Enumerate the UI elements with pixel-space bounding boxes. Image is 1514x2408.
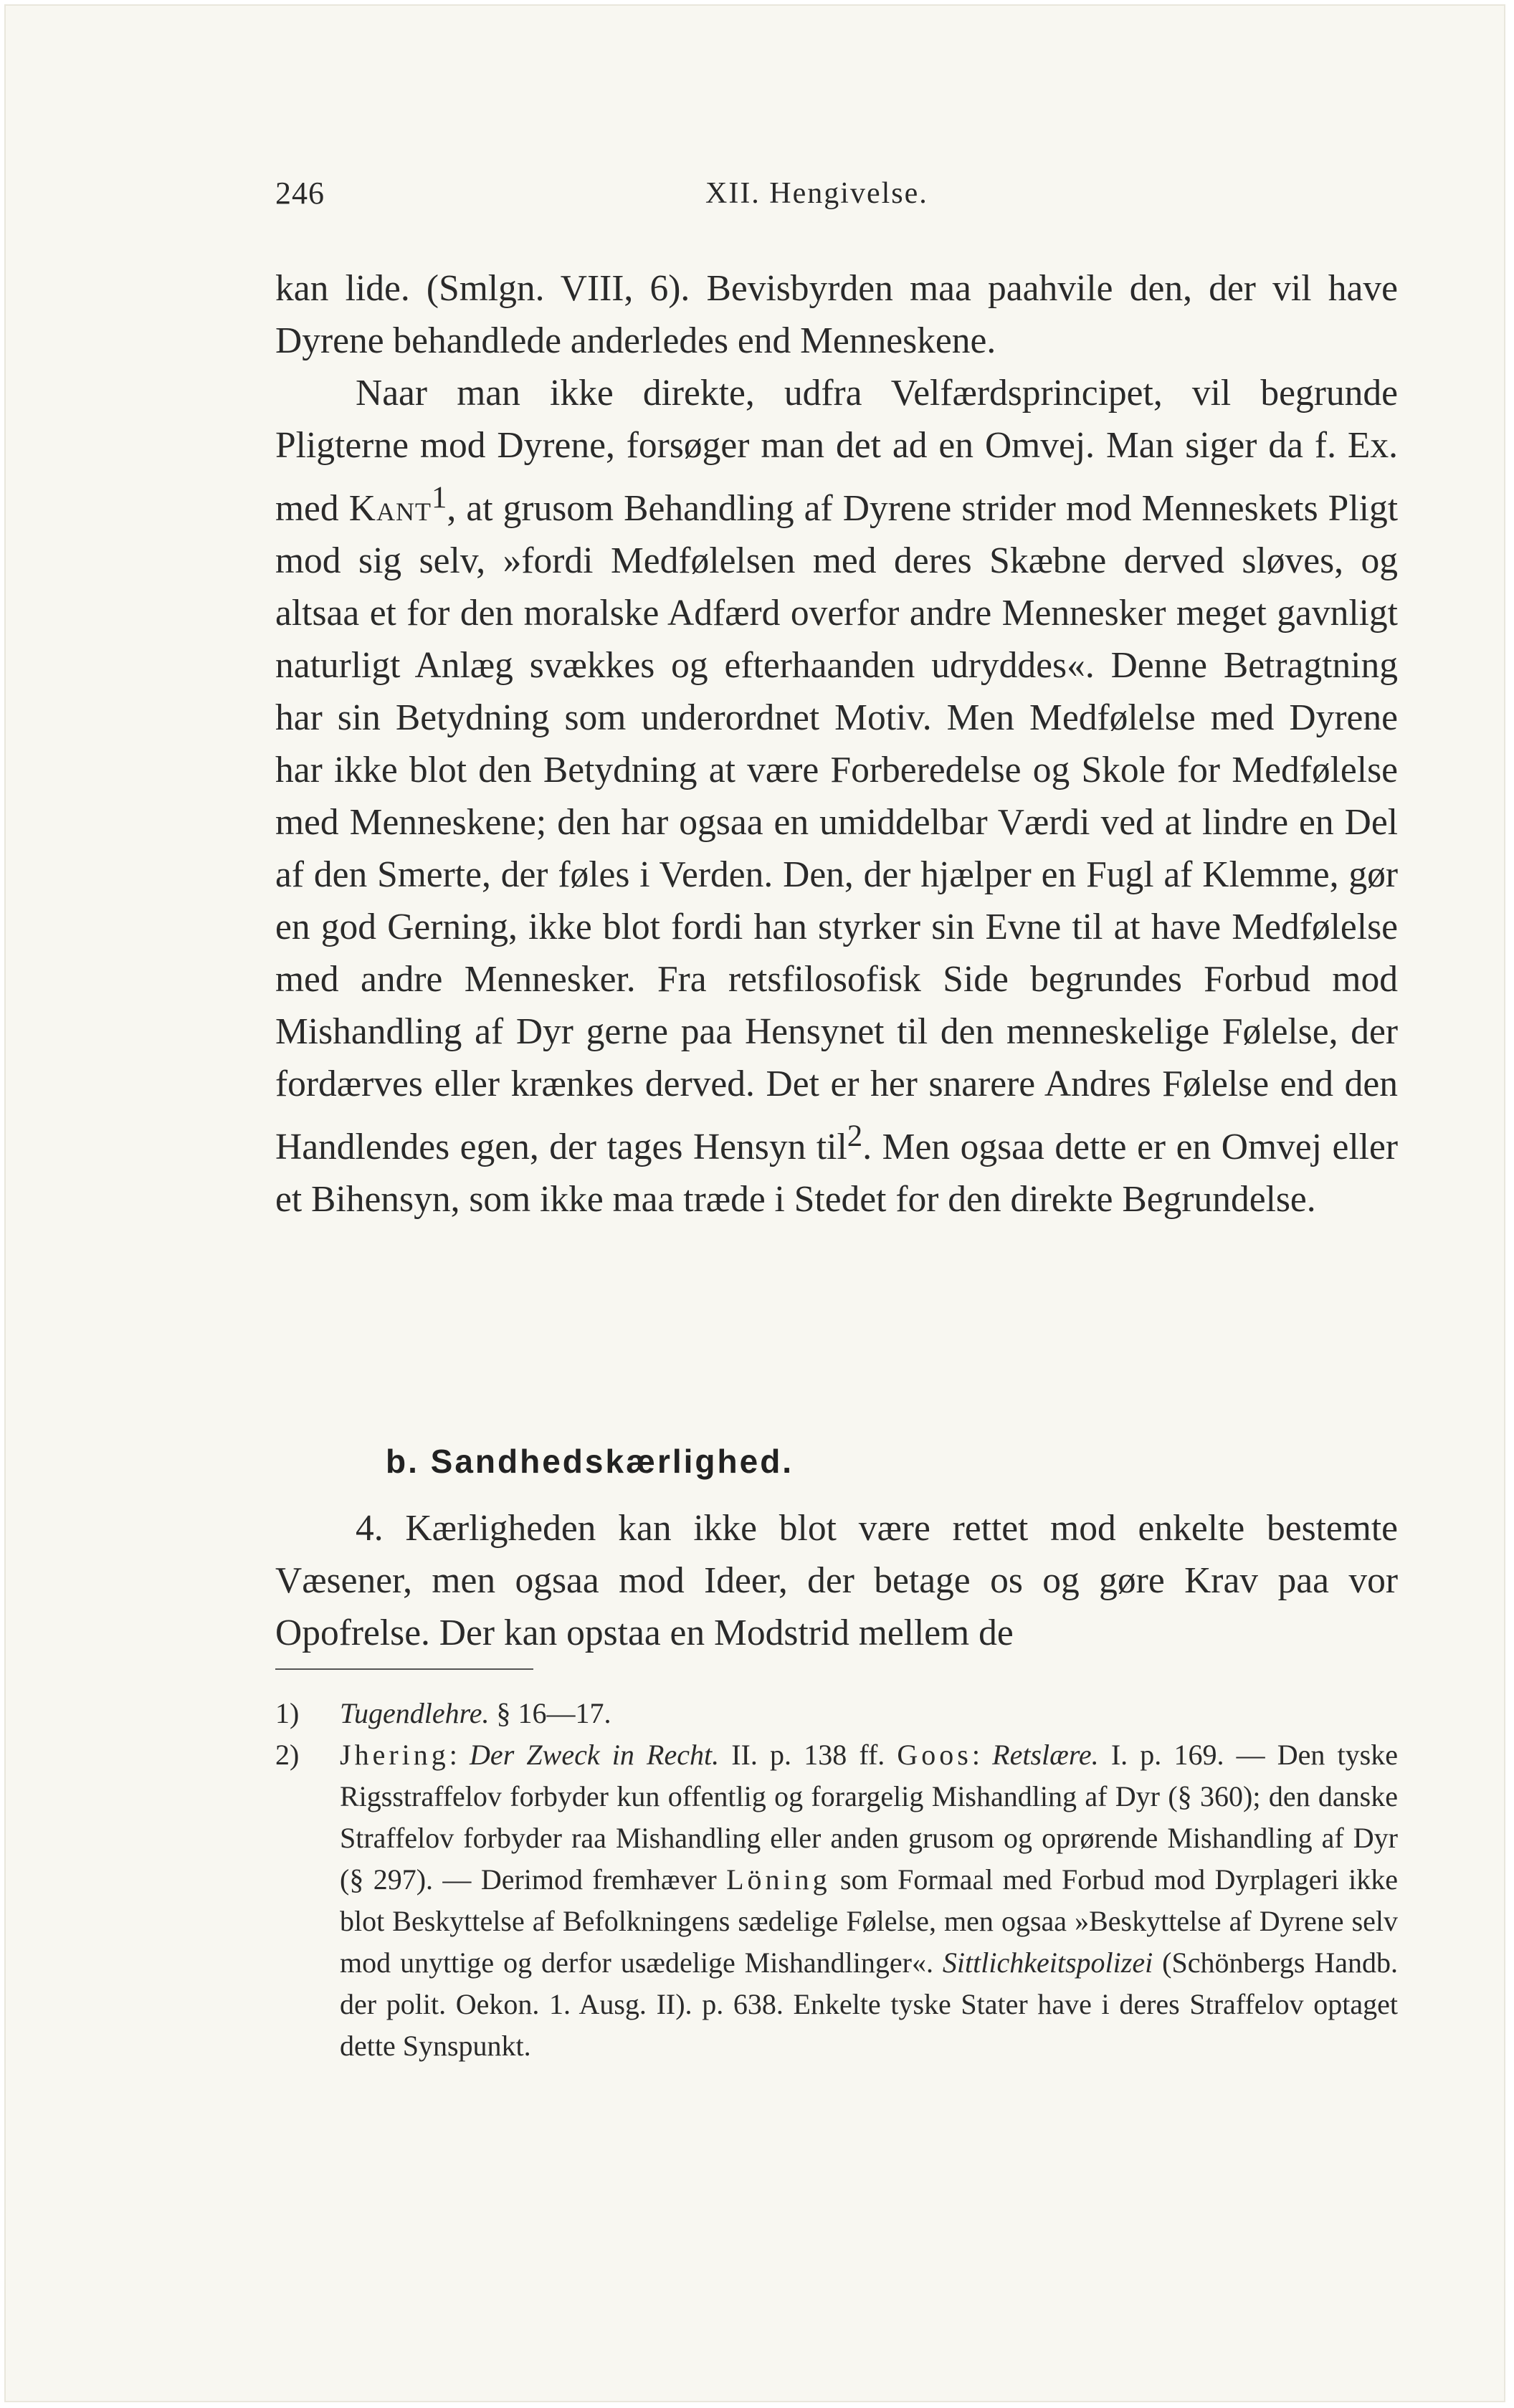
book-page bbox=[4, 4, 1505, 2402]
footnote-2-sep-2: : bbox=[971, 1739, 993, 1771]
paragraph-1: kan lide. (Smlgn. VIII, 6). Bevisbyrden maa paahvile den, der vil have Dyrene behandlede anderledes end Menneskene. bbox=[275, 268, 1398, 361]
footnote-2-title-3: Sittlichkeitspolizei bbox=[942, 1946, 1153, 1979]
footnote-2 bbox=[275, 1734, 1398, 2067]
footnote-2-title-1: Der Zweck in Recht. bbox=[470, 1739, 720, 1771]
footnote-2-text-1: II. p. 138 ff. bbox=[719, 1739, 898, 1771]
footnote-2-text-2: I. p. 169. — Den tyske Rigsstraffelov forbyder kun offentlig og forargelig Mishandling af Dyr (§ 360); den danske Straffelov forbyder raa Mishandling eller anden grusom og oprørende Mishandling af Dyr (§ 297). — Derimod fremhæver bbox=[340, 1739, 1398, 1896]
footnote-2-title-2: Retslære. bbox=[992, 1739, 1099, 1771]
paragraph-3: 4. Kærligheden kan ikke blot være rettet mod enkelte bestemte Væsener, men ogsaa mod Ideer, der betage os og gøre Krav paa vor Opofrelse. Der kan opstaa en Modstrid mellem de bbox=[275, 1508, 1398, 1653]
paragraph-2-text-c: . Men ogsaa dette er en Omvej eller et Bihensyn, som ikke maa træde i Stedet for den direkte Begrundelse. bbox=[275, 1127, 1398, 1220]
main-text bbox=[275, 262, 1398, 1226]
footnotes bbox=[275, 1693, 1398, 2067]
footnote-ref-1: 1 bbox=[431, 481, 447, 515]
footnote-ref-2: 2 bbox=[847, 1119, 863, 1154]
footnote-2-author-goos: Goos bbox=[897, 1739, 972, 1771]
running-head: XII. Hengivelse. bbox=[705, 177, 928, 210]
footnote-1-title: Tugendlehre. bbox=[340, 1697, 490, 1729]
paragraph-2-text-b: , at grusom Behandling af Dyrene strider mod Menneskets Pligt mod sig selv, »fordi Medfølelsen med deres Skæbne derved sløves, og altsaa et for den moralske Adfærd overfor andre Mennesker meget gavnligt naturligt Anlæg svækkes og efterhaanden udryddes«. Denne Betragtning har sin Betydning som underordnet Motiv. Men Medfølelse med Dyrene har ikke blot den Betydning at være Forberedelse og Skole for Medfølelse med Menneskene; den har ogsaa en umiddelbar Værdi ved at lindre en Del af den Smerte, der føles i Verden. Den, der hjælper en Fugl af Klemme, gør en god Gerning, ikke blot fordi han styrker sin Evne til at have Medfølelse med andre Mennesker. Fra retsfilosofisk Side begrundes Forbud mod Mishandling af Dyr gerne paa Hensynet til den menneskelige Følelse, der fordærves eller krænkes derved. Det er her snarere Andres Følelse end den Handlendes egen, der tages Hensyn til bbox=[275, 488, 1398, 1168]
paragraph-2 bbox=[275, 367, 1398, 1226]
footnote-2-text-3: som Formaal med Forbud mod Dyrplageri ikke blot Beskyttelse af Befolkningens sædelige Følelse, men ogsaa »Beskyttelse af Dyrene selv mod unyttige og derfor usædelige Mishandlinger«. bbox=[340, 1863, 1399, 1979]
main-text-continued bbox=[275, 1502, 1398, 1659]
footnote-1 bbox=[275, 1693, 1398, 1734]
page-header bbox=[275, 175, 1398, 218]
section-heading: b. Sandhedskærlighed. bbox=[386, 1443, 794, 1480]
footnote-2-text-4: (Schönbergs Handb. der polit. Oekon. 1. Ausg. II). p. 638. Enkelte tyske Stater have i deres Straffelov optaget dette Synspunkt. bbox=[340, 1946, 1398, 2062]
paragraph-2-text-a: Naar man ikke direkte, udfra Velfærdsprincipet, vil begrunde Pligterne mod Dyrene, forsøger man det ad en Omvej. Man siger da f. Ex. med bbox=[275, 373, 1398, 530]
footnote-2-sep-1: : bbox=[449, 1739, 470, 1771]
footnote-2-mark: 2) bbox=[275, 1739, 300, 1771]
author-kant: Kant bbox=[348, 488, 432, 530]
footnote-2-author-jhering: Jhering bbox=[340, 1739, 449, 1771]
footnote-rule bbox=[275, 1668, 533, 1670]
footnote-2-author-loning: Löning bbox=[726, 1863, 831, 1896]
footnote-1-text: § 16—17. bbox=[489, 1697, 611, 1729]
page-number: 246 bbox=[275, 176, 325, 211]
footnote-1-mark: 1) bbox=[275, 1697, 300, 1729]
